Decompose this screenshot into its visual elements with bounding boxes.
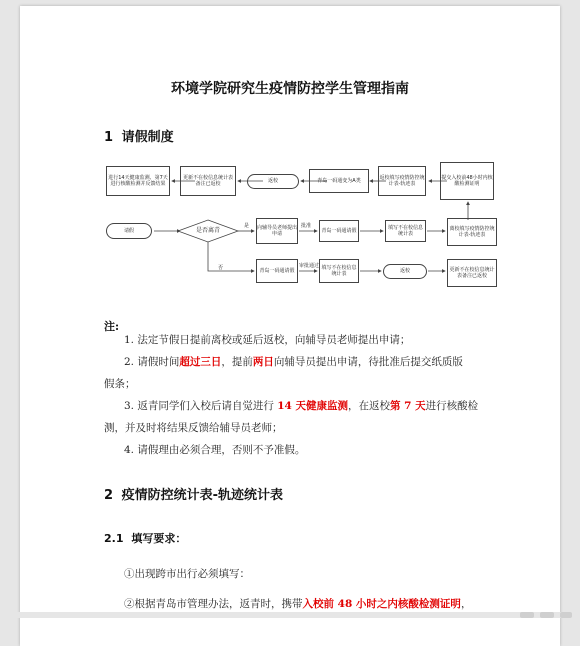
flow-box-update-stats-2: 更新不在校信息统计表备注已返校 xyxy=(447,259,497,287)
note-3 xyxy=(104,395,504,417)
note-2 xyxy=(104,351,504,373)
viewer-bottom-bar xyxy=(0,612,580,618)
flow-box-update-stats: 更新不在校信息统计表备注已返校 xyxy=(180,166,236,196)
flow-box-fill-absence-2: 填写不在校信息统计表 xyxy=(319,259,359,283)
note-3-text-b: ，在返校 xyxy=(347,400,390,412)
section-1-number: 1 xyxy=(104,130,114,145)
flow-box-fill-absence: 填写不在校信息统计表 xyxy=(385,220,426,242)
document-page xyxy=(20,6,560,646)
leave-flowchart xyxy=(20,6,560,306)
section-2-1-heading xyxy=(104,530,186,546)
viewer-control-c[interactable] xyxy=(560,612,572,618)
flow-approved-label: 审批通过 xyxy=(299,263,320,269)
section-2-1-label: 填写要求： xyxy=(131,532,187,545)
notes-label: 注: xyxy=(104,320,120,333)
item-2-highlight: 入校前 48 小时之内核酸检测证明 xyxy=(302,598,461,610)
note-3-text-a: 3. 返青同学们入校后请自觉进行 xyxy=(124,400,278,412)
note-3-text-c: 进行核酸检 xyxy=(425,400,479,412)
note-3-highlight-b: 第 7 天 xyxy=(389,400,426,412)
flow-box-trajectory-return: 返校填写疫情防控统计表-轨迹表 xyxy=(378,166,426,196)
note-2-text-a: 2. 请假时间 xyxy=(124,356,180,368)
note-4: 4. 请假理由必须合理，否则不予准假。 xyxy=(124,444,306,456)
viewer-control-a[interactable] xyxy=(520,612,534,618)
requirement-item-1: ①出现跨市出行必须填写： xyxy=(124,568,250,580)
note-2-text-c: 向辅导员提出申请，待批准后提交纸质版 xyxy=(273,356,463,368)
item-2-text-b: ， xyxy=(460,598,472,610)
flow-no-label: 否 xyxy=(218,265,224,271)
section-2-label: 疫情防控统计表-轨迹统计表 xyxy=(121,488,283,503)
note-2-text-b: ，提前 xyxy=(221,356,253,368)
section-1-label: 请假制度 xyxy=(121,130,174,145)
note-2-continued: 假条； xyxy=(104,378,136,390)
note-3-continued: 测，并及时将结果反馈给辅导员老师； xyxy=(104,422,283,434)
note-1: 1. 法定节假日提前离校或延后返校，向辅导员老师提出申请； xyxy=(124,334,411,346)
note-2-highlight-a: 超过三日 xyxy=(179,356,222,368)
flow-decision-label: 是否离青 xyxy=(195,226,220,234)
flow-box-trajectory-leave: 离校填写疫情防控统计表-轨迹表 xyxy=(447,218,497,246)
flow-box-covid-test-proof: 提交入校前48小时内核酸检测证明 xyxy=(440,162,494,200)
flow-terminal-leave: 请假 xyxy=(106,223,152,239)
viewer-control-b[interactable] xyxy=(540,612,554,618)
section-2-heading xyxy=(104,484,283,503)
section-2-1-number: 2.1 xyxy=(104,532,124,545)
section-2-number: 2 xyxy=(104,488,114,503)
flow-box-apply-counselor: 向辅导员老师提出申请 xyxy=(256,218,298,244)
flow-box-code-green: 青岛一码通变为A类 xyxy=(309,169,369,193)
note-2-highlight-b: 两日 xyxy=(252,356,274,368)
flow-yes-label: 是 xyxy=(244,223,250,229)
flow-approve-label: 批准 xyxy=(301,223,312,229)
page-title: 环境学院研究生疫情防控学生管理指南 xyxy=(171,81,409,97)
flow-box-code-leave: 青岛一码通请假 xyxy=(319,220,359,242)
flow-terminal-return-2: 返校 xyxy=(383,264,427,279)
note-3-highlight-a: 14 天健康监测 xyxy=(277,400,348,412)
notes-list xyxy=(104,329,504,461)
flow-box-code-leave-2: 青岛一码通请假 xyxy=(256,259,298,283)
item-2-text-a: ②根据青岛市管理办法，返青时，携带 xyxy=(124,598,303,610)
flow-terminal-return: 返校 xyxy=(247,174,299,189)
flow-box-health-monitoring: 进行14天健康监测、第7天进行核酸检测并反馈结果 xyxy=(106,166,170,196)
